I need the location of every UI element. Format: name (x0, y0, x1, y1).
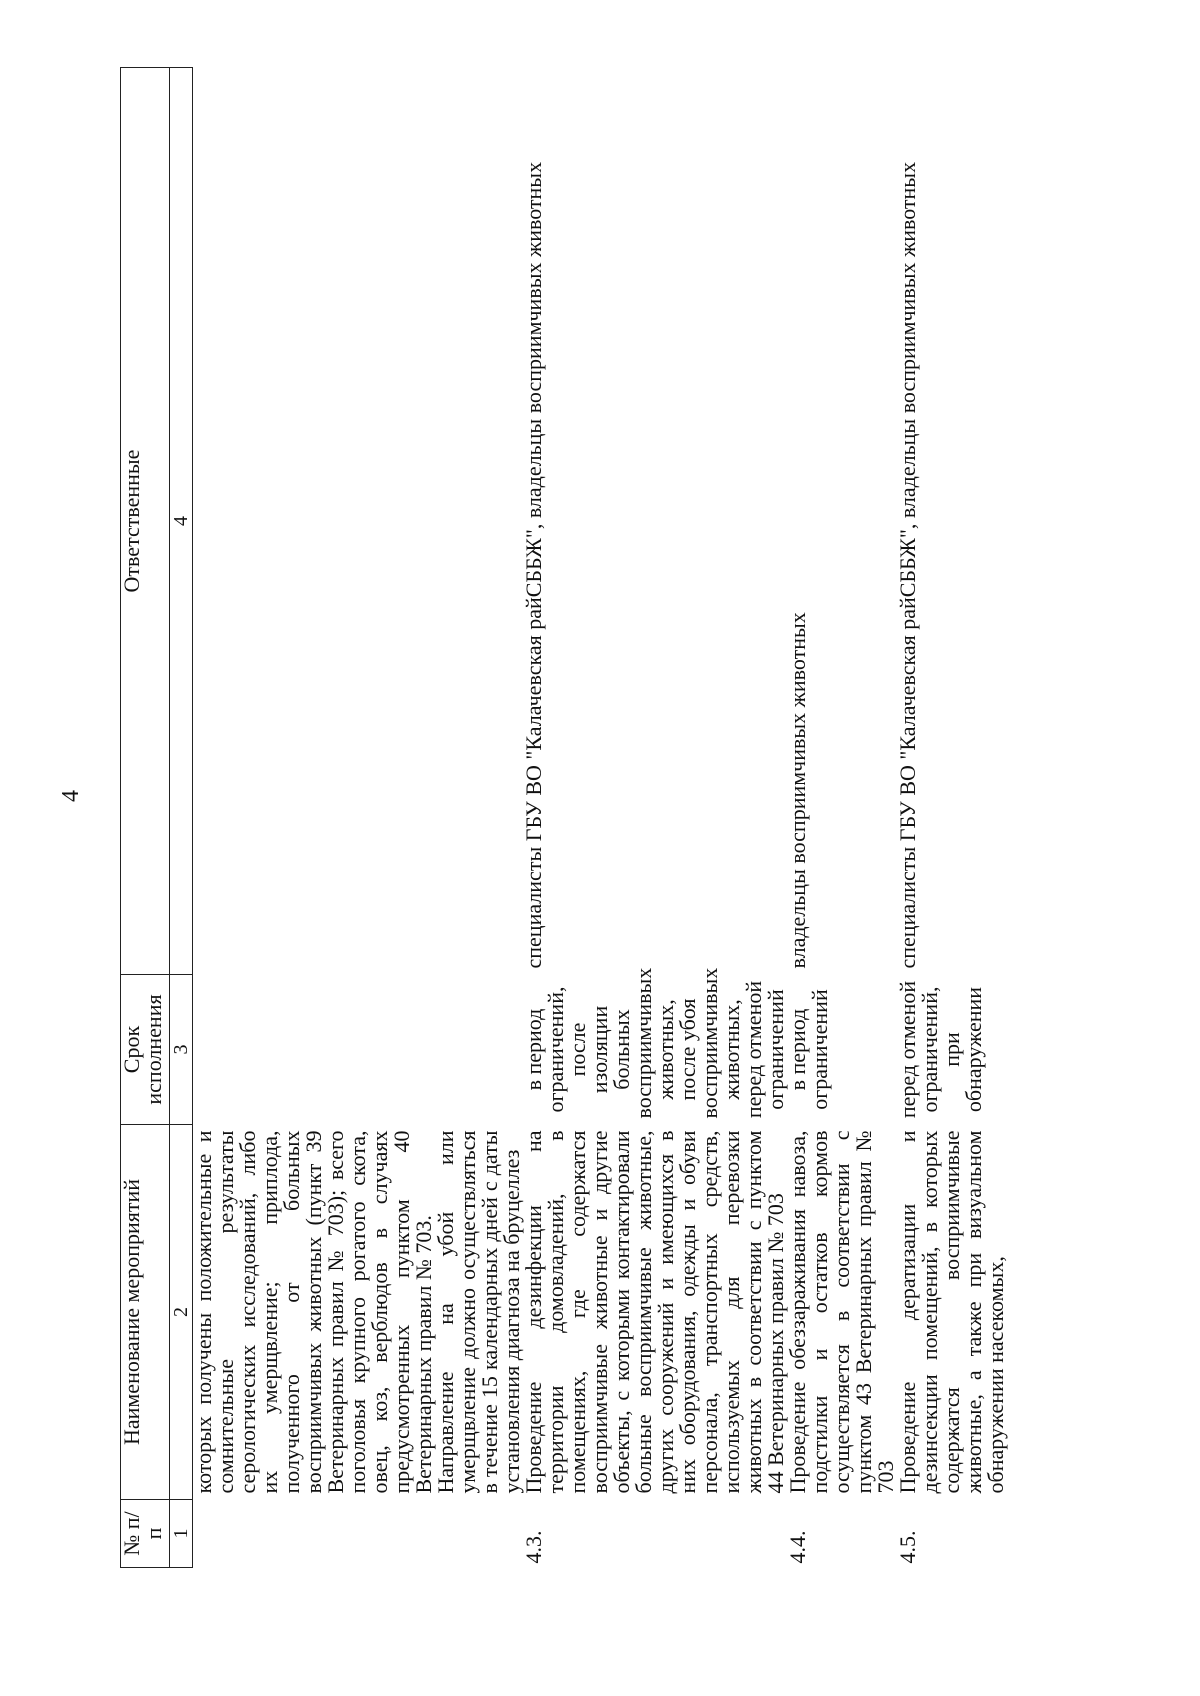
row-number: 4.5. (895, 1530, 920, 1564)
column-number: 1 (170, 1500, 193, 1568)
measure-name (787, 1125, 897, 1500)
measure-term: в период ограничений (785, 989, 832, 1110)
table-row (193, 68, 524, 1568)
column-number: 3 (170, 975, 193, 1125)
measure-paragraph: Направление на убой или умерщвление должно осуществляться в течение 15 календарных дней с даты установления диагноза на бруцеллез (433, 1130, 524, 1494)
measure-name (523, 1125, 787, 1500)
row-number: 4.4. (785, 1530, 810, 1564)
measure-responsible (193, 68, 524, 975)
row-number (193, 1500, 524, 1568)
header-name: Наименование мероприятий (121, 1125, 170, 1500)
measures-table (120, 67, 1007, 1568)
measure-responsible: специалисты ГБУ ВО "Калачевская райСББЖ", владельцы восприимчивых животных (895, 161, 920, 969)
header-row (121, 68, 170, 1568)
measure-name (193, 1125, 524, 1500)
header-term: Срок исполнения (121, 975, 170, 1125)
measure-term (193, 975, 524, 1125)
column-number-row (170, 68, 193, 1568)
measure-responsible: владельцы восприимчивых животных (785, 612, 810, 969)
row-number: 4.3. (521, 1530, 546, 1564)
measure-responsible: специалисты ГБУ ВО "Калачевская райСББЖ", владельцы восприимчивых животных (521, 161, 546, 969)
measure-paragraph: Проведение дезинфекции на территории домовладений, в помещениях, где содержатся восприимчивые животные и другие объекты, с которыми контактировали больные восприимчивые животные, других сооружений и имеющихся в них оборудования, одежды и обуви персонала, транспортных средств, используемых для перевозки животных в соответствии с пунктом 44 Ветеринарных правил № 703 (521, 1130, 788, 1494)
header-num: № п/п (121, 1500, 170, 1568)
column-number: 4 (170, 68, 193, 975)
measure-term: перед отменой ограничений, при обнаружении (895, 980, 986, 1119)
page-number: 4 (58, 790, 84, 802)
measure-paragraph: Проведение обеззараживания навоза, подстилки и остатков кормов осуществляется в соответствии с пунктом 43 Ветеринарных правил № 703 (785, 1130, 898, 1494)
column-number: 2 (170, 1125, 193, 1500)
measure-term: в период ограничений, после изоляции больных восприимчивых животных, после убоя восприимчивых животных, перед отменой ограничений (521, 967, 788, 1119)
table-row (897, 68, 1007, 1568)
table-row (523, 68, 787, 1568)
measure-paragraph: Проведение дератизации и дезинсекции помещений, в которых содержатся восприимчивые животные, а также при визуальном обнаружении насекомых, (895, 1130, 1008, 1494)
measure-paragraph: которых получены положительные и сомнительные результаты серологических исследований, либо их умерщвление; приплода, полученного от больных восприимчивых животных (пункт 39 Ветеринарных правил № 703); всего поголовья крупного рогатого скота, овец, коз, верблюдов в случаях предусмотренных пунктом 40 Ветеринарных правил № 703. (191, 1130, 436, 1494)
measure-name (897, 1125, 1007, 1500)
table-row (787, 68, 897, 1568)
header-responsible: Ответственные (121, 68, 170, 975)
